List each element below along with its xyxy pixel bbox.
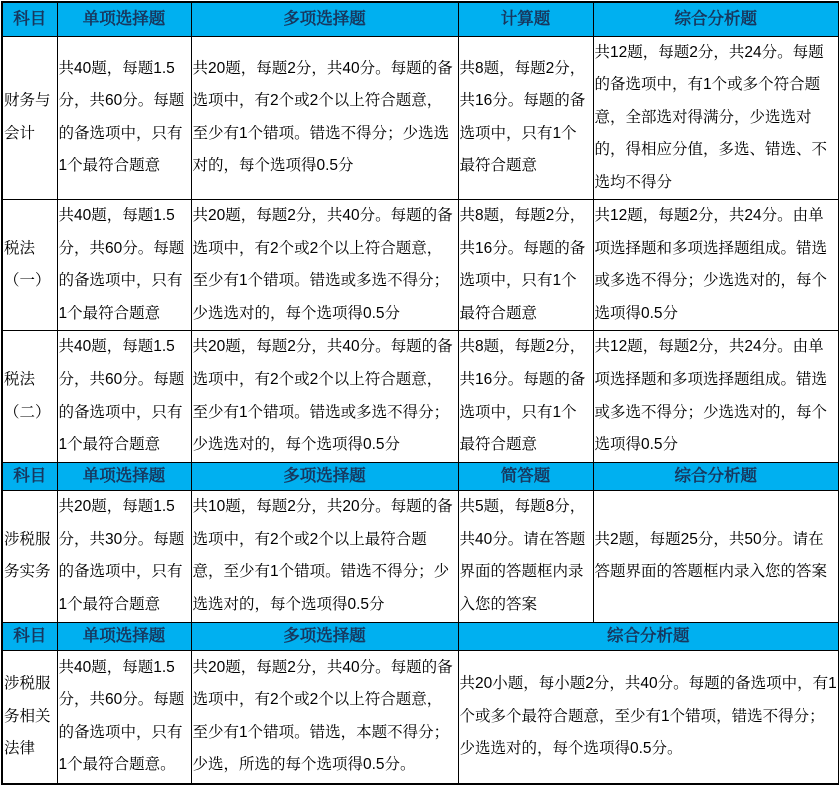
section3-header-subject: 科目 [2, 622, 57, 650]
section2-header-short-answer: 简答题 [458, 462, 593, 490]
tax-practice-comprehensive-cell: 共2题，每题25分，共50分。请在答题界面的答题框内录入您的答案 [593, 490, 839, 622]
row-tax-law-2 [2, 331, 839, 462]
section2-header-comprehensive: 综合分析题 [593, 462, 839, 490]
finance-accounting-calc-cell: 共8题，每题2分，共16分。每题的备选项中，只有1个最符合题意 [458, 36, 593, 200]
tax-law-2-subject-cell: 税法（二） [2, 331, 57, 462]
tax-related-law-single-cell: 共40题，每题1.5分，共60分。每题的备选项中，只有1个最符合题意。 [57, 650, 191, 784]
tax-law-1-single-cell: 共40题，每题1.5分，共60分。每题的备选项中，只有1个最符合题意 [57, 200, 191, 331]
section3-header-single-choice: 单项选择题 [57, 622, 191, 650]
tax-law-1-comprehensive-cell: 共12题，每题2分，共24分。由单项选择题和多项选择题组成。错选或多选不得分；少选选对的，每个选项得0.5分 [593, 200, 839, 331]
row-finance-accounting [2, 36, 839, 200]
row-tax-practice [2, 490, 839, 622]
tax-practice-subject-cell: 涉税服务实务 [2, 490, 57, 622]
section3-header-comprehensive: 综合分析题 [458, 622, 839, 650]
row-tax-law-1 [2, 200, 839, 331]
tax-related-law-multi-cell: 共20题，每题2分，共40分。每题的备选项中，有2个或2个以上符合题意，至少有1个错项。错选，本题不得分；少选，所选的每个选项得0.5分。 [191, 650, 458, 784]
section2-header-single-choice: 单项选择题 [57, 462, 191, 490]
section1-header-calculation: 计算题 [458, 2, 593, 36]
section1-header-comprehensive: 综合分析题 [593, 2, 839, 36]
section2-header-subject: 科目 [2, 462, 57, 490]
finance-accounting-multi-cell: 共20题，每题2分，共40分。每题的备选项中，有2个或2个以上符合题意，至少有1个错项。错选不得分；少选选对的，每个选项得0.5分 [191, 36, 458, 200]
section1-header-multi-choice: 多项选择题 [191, 2, 458, 36]
tax-law-2-multi-cell: 共20题，每题2分，共40分。每题的备选项中，有2个或2个以上符合题意，至少有1个错项。错选或多选不得分；少选选对的，每个选项得0.5分 [191, 331, 458, 462]
tax-practice-multi-cell: 共10题，每题2分，共20分。每题的备选项中，有2个或2个以上最符合题意，至少有1个错项。错选不得分；少选选对的，每个选项得0.5分 [191, 490, 458, 622]
row-tax-related-law [2, 650, 839, 784]
finance-accounting-comprehensive-cell: 共12题，每题2分，共24分。每题的备选项中，有1个或多个符合题意，全部选对得满分，少选选对的，得相应分值，多选、错选、不选均不得分 [593, 36, 839, 200]
section2-header-row [2, 462, 839, 490]
section1-header-subject: 科目 [2, 2, 57, 36]
section1-header-row [2, 2, 839, 36]
finance-accounting-single-cell: 共40题，每题1.5分，共60分。每题的备选项中，只有1个最符合题意 [57, 36, 191, 200]
tax-law-2-single-cell: 共40题，每题1.5分，共60分。每题的备选项中，只有1个最符合题意 [57, 331, 191, 462]
tax-related-law-comprehensive-cell: 共20小题，每小题2分，共40分。每题的备选项中，有1个或多个最符合题意，至少有1个错项，错选不得分；少选选对的，每个选项得0.5分。 [458, 650, 839, 784]
tax-law-2-calc-cell: 共8题，每题2分，共16分。每题的备选项中，只有1个最符合题意 [458, 331, 593, 462]
tax-practice-single-cell: 共20题，每题1.5分，共30分。每题的备选项中，只有1个最符合题意 [57, 490, 191, 622]
finance-accounting-subject-cell: 财务与会计 [2, 36, 57, 200]
tax-related-law-subject-cell: 涉税服务相关法律 [2, 650, 57, 784]
section2-header-multi-choice: 多项选择题 [191, 462, 458, 490]
tax-law-2-comprehensive-cell: 共12题，每题2分，共24分。由单项选择题和多项选择题组成。错选或多选不得分；少选选对的，每个选项得0.5分 [593, 331, 839, 462]
section3-header-multi-choice: 多项选择题 [191, 622, 458, 650]
tax-law-1-subject-cell: 税法（一） [2, 200, 57, 331]
exam-structure-table [1, 1, 839, 785]
section1-header-single-choice: 单项选择题 [57, 2, 191, 36]
tax-practice-short-answer-cell: 共5题，每题8分，共40分。请在答题界面的答题框内录入您的答案 [458, 490, 593, 622]
section3-header-row [2, 622, 839, 650]
tax-law-1-calc-cell: 共8题，每题2分，共16分。每题的备选项中，只有1个最符合题意 [458, 200, 593, 331]
tax-law-1-multi-cell: 共20题，每题2分，共40分。每题的备选项中，有2个或2个以上符合题意，至少有1个错项。错选或多选不得分；少选选对的，每个选项得0.5分 [191, 200, 458, 331]
